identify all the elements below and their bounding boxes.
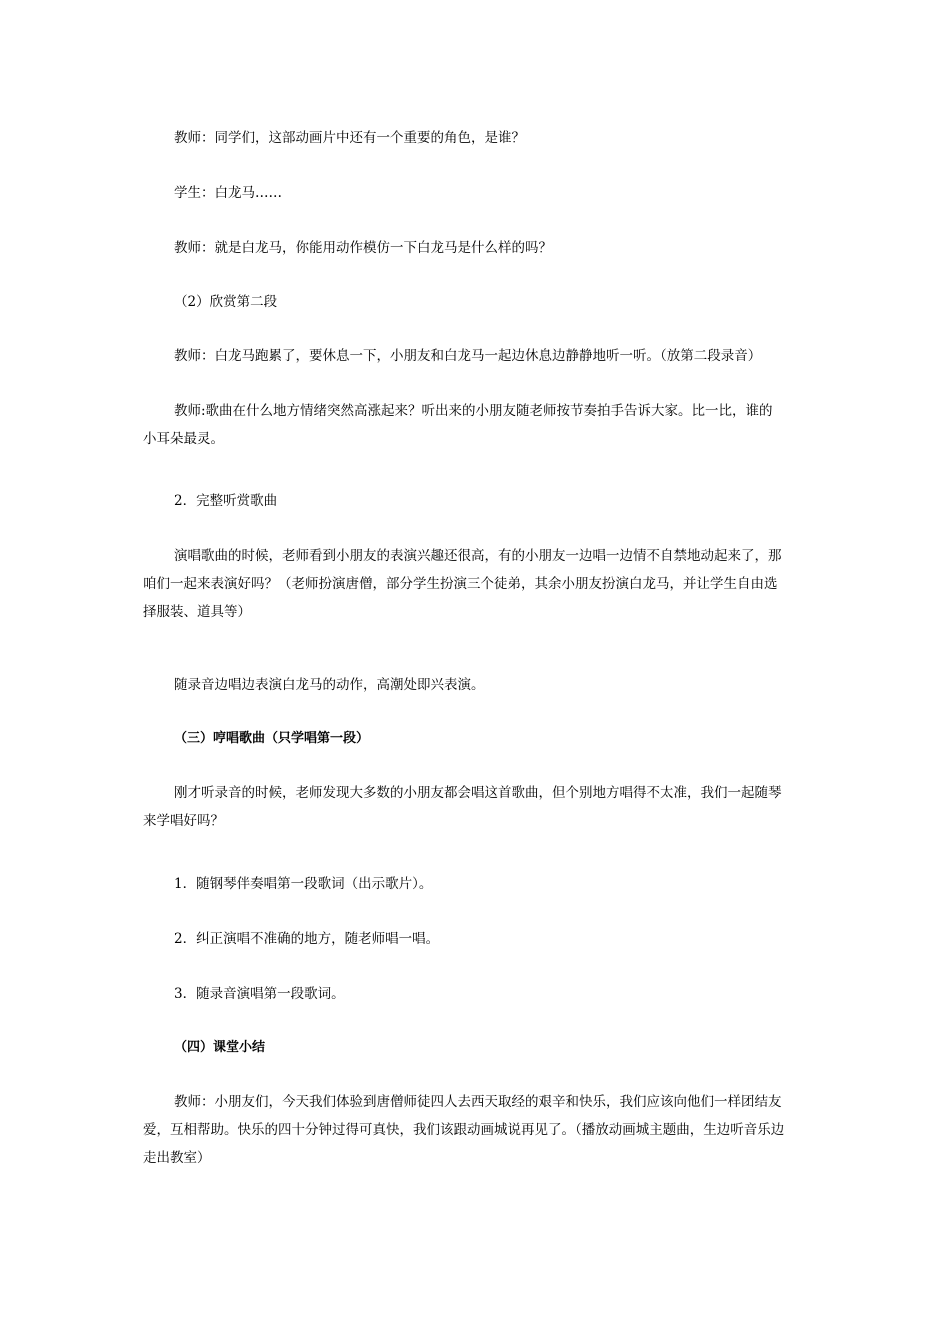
- text-line: 教师:歌曲在什么地方情绪突然高涨起来？听出来的小朋友随老师按节奏拍手告诉大家。比一比，谁的: [174, 403, 773, 419]
- paragraph-item-full-listen: [143, 487, 810, 515]
- paragraph-teacher-imitate: [143, 234, 810, 262]
- text-line: 择服装、道具等）: [143, 604, 251, 620]
- text-line: 教师：同学们，这部动画片中还有一个重要的角色，是谁？: [174, 130, 525, 146]
- text-line: 教师：白龙马跑累了，要休息一下，小朋友和白龙马一起边休息边静静地听一听。（放第二段录音）: [174, 348, 762, 364]
- list-item-recording: [143, 980, 810, 1008]
- text-line: 2．纠正演唱不准确的地方，随老师唱一唱。: [174, 931, 440, 947]
- text-line: 走出教室）: [143, 1150, 211, 1166]
- section-heading-summary: [143, 1034, 810, 1062]
- list-item-correct: [143, 925, 810, 953]
- text-line: （2）欣赏第二段: [174, 294, 278, 310]
- paragraph-learn-song: [143, 779, 810, 835]
- list-item-piano: [143, 870, 810, 898]
- paragraph-teacher-emotion: [143, 397, 810, 453]
- paragraph-section-appreciate-second: [143, 288, 810, 316]
- text-line: 咱们一起来表演好吗？（老师扮演唐僧，部分学生扮演三个徒弟，其余小朋友扮演白龙马，并让学生自由选: [143, 576, 778, 592]
- text-line: 爱，互相帮助。快乐的四十分钟过得可真快，我们该跟动画城说再见了。（播放动画城主题曲，生边听音乐边: [143, 1122, 785, 1138]
- section-heading: （三）哼唱歌曲（只学唱第一段）: [174, 731, 370, 746]
- section-heading: （四）课堂小结: [174, 1040, 266, 1055]
- paragraph-teacher-question-role: [143, 124, 810, 152]
- text-line: 3．随录音演唱第一段歌词。: [174, 986, 345, 1002]
- text-line: 小耳朵最灵。: [143, 431, 224, 447]
- text-line: 来学唱好吗？: [143, 813, 224, 829]
- text-line: 随录音边唱边表演白龙马的动作，高潮处即兴表演。: [174, 677, 485, 693]
- text-line: 学生：白龙马……: [174, 185, 282, 201]
- section-heading-hum: [143, 725, 810, 753]
- text-line: 教师：小朋友们，今天我们体验到唐僧师徒四人去西天取经的艰辛和快乐，我们应该向他们一样团结友: [174, 1094, 782, 1110]
- text-line: 刚才听录音的时候，老师发现大多数的小朋友都会唱这首歌曲，但个别地方唱得不太准，我们一起随琴: [174, 785, 782, 801]
- text-line: 演唱歌曲的时候，老师看到小朋友的表演兴趣还很高，有的小朋友一边唱一边情不自禁地动起来了，那: [174, 548, 782, 564]
- text-line: 教师：就是白龙马，你能用动作模仿一下白龙马是什么样的吗？: [174, 240, 552, 256]
- paragraph-teacher-summary: [143, 1088, 810, 1172]
- text-line: 2．完整听赏歌曲: [174, 493, 278, 509]
- text-line: 1．随钢琴伴奏唱第一段歌词（出示歌片）。: [174, 876, 433, 892]
- paragraph-sing-along: [143, 671, 810, 699]
- paragraph-performance: [143, 542, 810, 626]
- paragraph-student-answer: [143, 179, 810, 207]
- paragraph-teacher-rest: [143, 342, 810, 370]
